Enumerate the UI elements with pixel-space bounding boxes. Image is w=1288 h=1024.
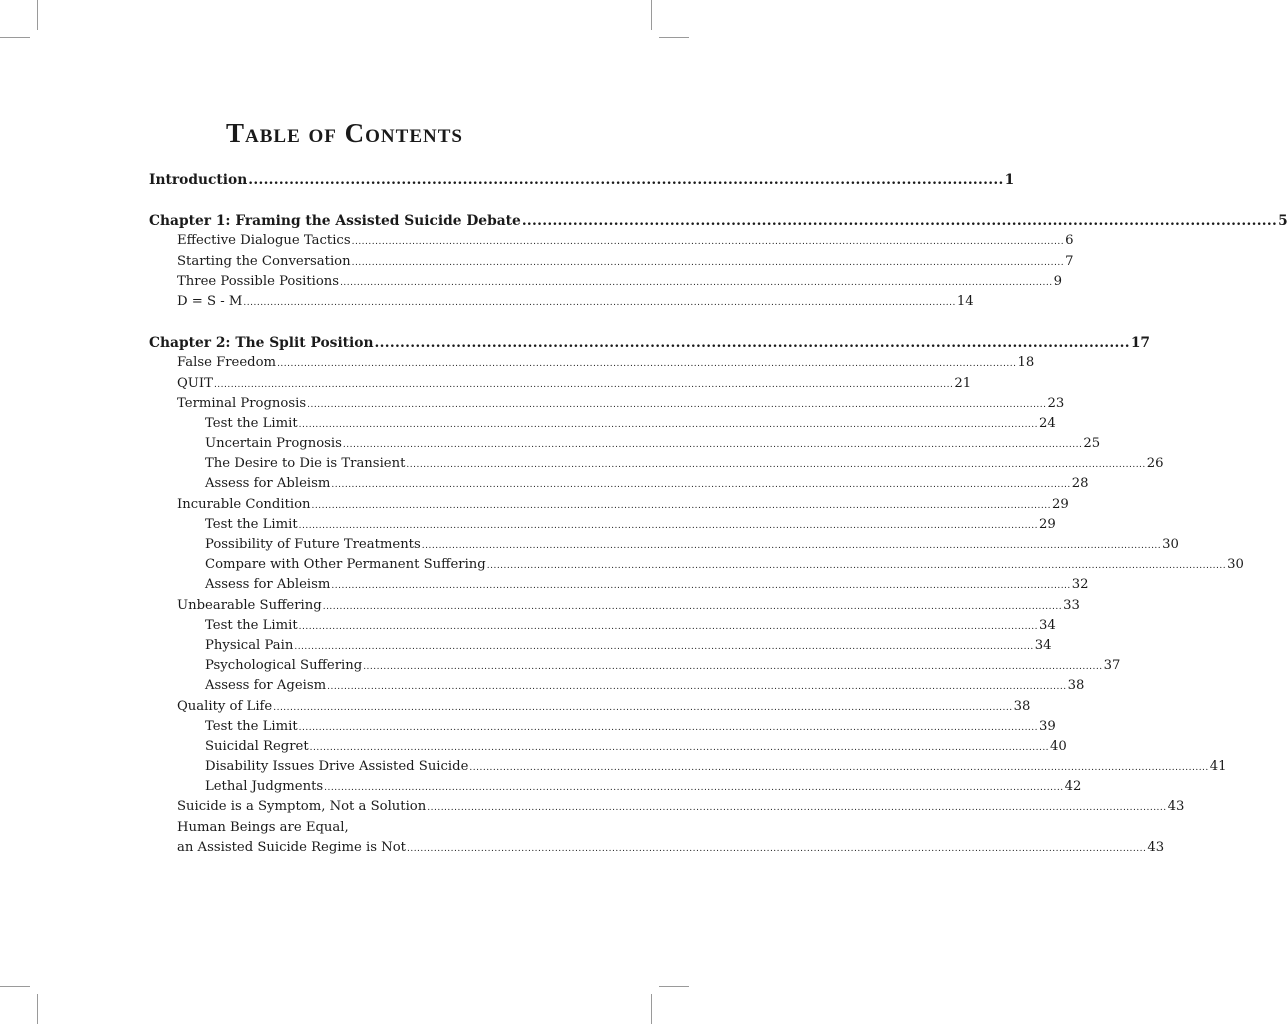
toc-entry-page: 43 [1147,839,1165,855]
toc-entry[interactable] [149,820,569,840]
dot-leader: ............................................................................................................................................................................................................................ [294,641,1034,652]
dot-leader: ............................................................................................................................................................................................................................ [307,399,1047,410]
dot-leader: ............................................................................................................................................................................................................................ [486,561,1227,572]
toc-entry-page: 21 [954,375,972,391]
dot-leader: ............................................................................................................................................................................................................................ [342,440,1083,451]
toc-entry[interactable] [149,799,1185,819]
toc-entry-label: Effective Dialogue Tactics [177,233,351,249]
dot-leader: ............................................................................................................................................................................................................................ [322,601,1063,612]
toc-entry-page: 18 [1017,355,1035,371]
toc-entry-label: Assess for Ableism [205,577,331,593]
toc-entry[interactable] [149,637,1052,658]
dot-leader: ............................................................................................................................................................................................................................ [311,500,1051,511]
toc-entry-label: Incurable Condition [177,496,311,512]
dot-leader: ............................................................................................................................................................................................................................ [363,662,1103,673]
dot-leader: ............................................................................................................................................................................................................................ [298,520,1039,531]
toc-entry[interactable] [149,779,1082,799]
toc-entry-chapter-1[interactable] [149,213,1288,233]
toc-entry-page: 38 [1013,698,1031,714]
toc-entry-page: 37 [1103,658,1121,674]
toc-entry-label: Test the Limit [205,718,298,734]
toc-entry[interactable] [149,577,1089,597]
toc-entry-page: 34 [1039,617,1056,633]
toc-entry-page: 7 [1065,253,1074,269]
toc-entry[interactable] [149,839,1165,860]
toc-entry[interactable] [149,496,1069,517]
toc-entry[interactable] [149,537,1179,557]
toc-entry-page: 29 [1039,516,1056,532]
toc-entry-label: Test the Limit [205,516,298,532]
toc-entry-page: 24 [1039,415,1056,431]
dot-leader: ............................................................................................................................................................................................................................ [406,460,1146,471]
dot-leader: .................................................................................................................................................................................................................... [243,297,956,308]
toc-entry[interactable] [149,456,1164,476]
toc-entry-label: Disability Issues Drive Assisted Suicide [205,759,469,775]
toc-entry-page: 29 [1051,496,1069,512]
dot-leader: .................................................................................................................................................... [248,172,1004,188]
toc-entry-page: 30 [1227,557,1244,573]
toc-entry[interactable] [149,698,1031,719]
dot-leader: ............................................................................................................................................................................................................................ [273,702,1013,713]
toc-entry-label: Chapter 2: The Split Position [149,335,374,352]
toc-entry-label: Suicide is a Symptom, Not a Solution [177,799,427,815]
toc-entry-page: 28 [1071,476,1089,492]
toc-entry-label: Three Possible Positions [177,273,340,289]
toc-entry[interactable] [149,759,1227,779]
dot-leader: .................................................................................................................................................... [374,335,1130,352]
toc-entry-page: 17 [1130,335,1151,352]
dot-leader: ............................................................................................................................................................................................................................ [213,379,954,390]
toc-entry-page: 39 [1039,718,1056,734]
crop-mark [0,37,30,38]
crop-mark [37,994,38,1024]
toc-entry-label: Test the Limit [205,415,298,431]
toc-entry[interactable] [149,233,1074,253]
toc-entry-label: Introduction [149,172,248,188]
toc-entry[interactable] [149,617,1056,638]
toc-entry-introduction[interactable] [149,172,1015,192]
toc-entry-page: 40 [1050,738,1067,754]
toc-entry-page: 41 [1209,759,1227,775]
toc-entry-label: D = S - M [177,293,243,309]
toc-entry-page: 42 [1064,779,1082,795]
toc-entry-label: Starting the Conversation [177,253,351,269]
toc-entry[interactable] [149,273,1062,294]
dot-leader: ............................................................................................................................................................................................................................ [427,803,1167,814]
dot-leader: ............................................................................................................................................................................................................................ [277,359,1017,370]
toc-entry[interactable] [149,375,972,396]
table-of-contents [149,172,1288,860]
dot-leader: ............................................................................................................................................................................................................................ [331,480,1071,491]
dot-leader: ............................................................................................................................................................................................................................ [421,541,1162,551]
toc-entry-page: 5 [1278,213,1288,230]
toc-entry-label: Psychological Suffering [205,658,363,674]
toc-entry[interactable] [149,253,1074,274]
toc-entry-page: 33 [1063,597,1080,613]
toc-entry-page: 30 [1162,537,1179,552]
toc-entry-page: 43 [1167,799,1185,815]
crop-mark [37,0,38,30]
toc-entry[interactable] [149,597,1080,618]
crop-mark [659,986,689,987]
toc-entry-label: Assess for Ableism [205,476,331,492]
toc-entry[interactable] [149,436,1101,456]
toc-entry-label: Terminal Prognosis [177,395,307,411]
toc-entry-page: 23 [1047,395,1065,411]
toc-entry[interactable] [149,355,1035,375]
dot-leader: ............................................................................................................................................................................................................................ [406,843,1147,854]
toc-entry-label: Compare with Other Permanent Suffering [205,557,486,573]
toc-entry-label: Suicidal Regret [205,738,309,754]
toc-entry-label: Assess for Ageism [205,678,327,694]
toc-entry-label: Unbearable Suffering [177,597,322,613]
dot-leader: ............................................................................................................................................................................................................................ [327,682,1067,693]
dot-leader: .................................................................................................................................................... [521,213,1278,230]
toc-entry-label: The Desire to Die is Transient [205,456,406,472]
dot-leader: ............................................................................................................................................................................................................................ [469,763,1209,774]
crop-mark [0,986,30,987]
toc-entry-label: QUIT [177,375,213,391]
crop-mark [651,994,652,1024]
toc-entry[interactable] [149,557,1244,577]
toc-entry-label: False Freedom [177,355,277,371]
toc-entry-page: 38 [1067,678,1085,694]
dot-leader: ............................................................................................................................................................................................................................ [298,621,1039,632]
toc-entry-page: 14 [956,293,974,309]
dot-leader: .................................................................................................................................................................................................................... [351,237,1065,248]
toc-entry[interactable] [149,678,1085,698]
toc-entry-label: an Assisted Suicide Regime is Not [177,839,406,855]
toc-entry[interactable] [149,476,1089,496]
toc-entry[interactable] [149,516,1056,537]
toc-entry-page: 1 [1004,172,1015,188]
toc-entry-page: 34 [1034,637,1052,653]
toc-entry-page: 32 [1071,577,1089,593]
crop-mark [651,0,652,30]
toc-entry-label: Physical Pain [205,637,294,653]
toc-entry-label: Possibility of Future Treatments [205,537,421,552]
toc-entry-label: Human Beings are Equal, [177,819,349,835]
toc-entry-label: Lethal Judgments [205,779,324,795]
toc-entry-page: 6 [1065,233,1074,249]
crop-mark [659,37,689,38]
toc-entry[interactable] [149,738,1067,759]
dot-leader: ............................................................................................................................................................................................................................ [298,722,1039,733]
toc-entry-page: 26 [1146,456,1164,472]
toc-entry[interactable] [149,415,1056,436]
toc-entry-label: Quality of Life [177,698,273,714]
dot-leader: ............................................................................................................................................................................................................................ [298,419,1039,430]
toc-entry[interactable] [149,293,974,314]
toc-entry-chapter-2[interactable] [149,335,1151,355]
dot-leader: ............................................................................................................................................................................................................................ [309,742,1050,753]
toc-entry[interactable] [149,658,1121,678]
toc-entry-page: 25 [1083,436,1101,452]
dot-leader: ............................................................................................................................................................................................................................ [331,581,1071,592]
dot-leader: ............................................................................................................................................................................................................................ [324,783,1064,794]
toc-entry-page: 9 [1053,273,1062,289]
toc-entry-label: Test the Limit [205,617,298,633]
dot-leader: .................................................................................................................................................................................................................... [351,257,1065,268]
toc-entry[interactable] [149,718,1056,739]
page-title: Table of Contents [226,118,463,148]
toc-entry-label: Uncertain Prognosis [205,436,342,452]
toc-entry-label: Chapter 1: Framing the Assisted Suicide Debate [149,213,521,230]
dot-leader: .................................................................................................................................................................................................................... [340,277,1053,288]
toc-entry[interactable] [149,395,1065,416]
